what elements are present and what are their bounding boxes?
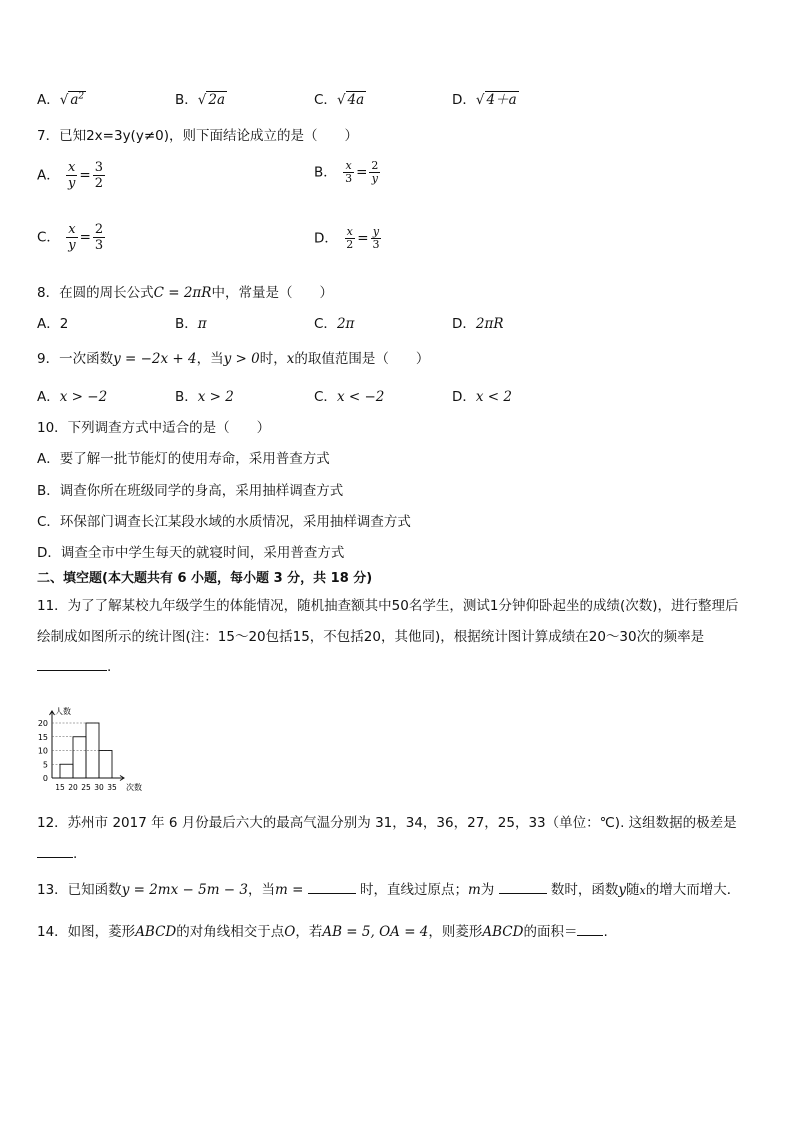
bar: [60, 764, 73, 778]
q8-option-a: A．2: [37, 316, 69, 332]
q10-option-d: D．调查全市中学生每天的就寝时间，采用普查方式: [37, 545, 345, 561]
sqrt-symbol: √ $a^2$: [59, 91, 85, 108]
q9-option-a: A．x > −2: [37, 389, 108, 405]
q9-option-c: C．x < −2: [314, 389, 385, 405]
q6-option-c: C．√ 4a: [314, 92, 365, 108]
answer-blank[interactable]: [308, 879, 356, 894]
q6-option-d: D．√ 4＋a: [452, 92, 517, 108]
answer-blank[interactable]: [577, 921, 603, 936]
q8-option-c: C．2π: [314, 316, 355, 332]
q7-stem: 7．已知2x=3y(y≠0)，则下面结论成立的是（ ）: [37, 128, 358, 144]
q8-stem: 8．在圆的周长公式C = 2πR中，常量是（ ）: [37, 285, 333, 301]
q10-option-c: C．环保部门调查长江某段水域的水质情况，采用抽样调查方式: [37, 514, 411, 530]
x-tick-label: 35: [107, 783, 117, 792]
q11-line1: 11．为了了解某校九年级学生的体能情况，随机抽查额其中50名学生，测试1分钟仰卧起坐的成绩(次数)，进行整理后: [37, 598, 739, 614]
x-tick-label: 30: [94, 783, 104, 792]
q12-answer-line: .: [37, 843, 77, 862]
y-axis-label: 人数: [55, 707, 71, 716]
q9-stem: 9．一次函数y = −2x + 4，当y > 0时，x的取值范围是（ ）: [37, 351, 430, 367]
q13-line: 13．已知函数y = 2mx − 5m − 3，当m = 时，直线过原点；m为 数时，函数y随x的增大而增大．: [37, 878, 740, 898]
q8-option-b: B．π: [175, 316, 207, 332]
q12-line1: 12．苏州市 2017 年 6 月份最后六大的最高气温分别为 31，34，36，27，25，33（单位：℃). 这组数据的极差是: [37, 815, 737, 831]
bar: [99, 751, 112, 779]
q10-option-a: A．要了解一批节能灯的使用寿命，采用普查方式: [37, 451, 330, 467]
q6-option-b: B．√ 2a: [175, 92, 226, 108]
q8-option-d: D．2πR: [452, 316, 504, 332]
q7-option-d: D． $\frac{x}{2}$ = $\frac{y}{3}$: [314, 225, 380, 251]
y-tick-label: 20: [37, 719, 48, 728]
q14-line: 14．如图，菱形ABCD的对角线相交于点O，若AB = 5, OA = 4，则菱形ABCD的面积＝ .: [37, 920, 608, 940]
q6-option-a: A．√ $a^2$: [37, 91, 85, 108]
answer-blank[interactable]: [37, 656, 107, 671]
section-title: 二、填空题(本大题共有 6 小题，每小题 3 分，共 18 分): [37, 571, 373, 586]
x-tick-label: 25: [81, 783, 91, 792]
bar: [73, 737, 86, 778]
answer-blank[interactable]: [37, 843, 73, 858]
x-tick-label: 20: [68, 783, 78, 792]
q7-option-a: A． $\frac{x}{y}$ = $\frac{3}{2}$: [37, 160, 103, 191]
q7-option-c: C． $\frac{x}{y}$ = $\frac{2}{3}$: [37, 222, 104, 253]
q10-stem: 10．下列调查方式中适合的是（ ）: [37, 420, 271, 436]
answer-blank[interactable]: [499, 879, 547, 894]
q11-answer-line: .: [37, 656, 111, 675]
x-axis-label: 次数: [126, 783, 142, 792]
q9-option-b: B．x > 2: [175, 389, 234, 405]
q9-option-d: D．x < 2: [452, 389, 513, 405]
y-tick-label: 0: [42, 774, 48, 783]
y-tick-label: 5: [42, 760, 48, 770]
y-tick-label: 10: [37, 746, 48, 756]
q11-line2: 绘制成如图所示的统计图(注：15～20包括15，不包括20，其他同)，根据统计图计算成绩在20～30次的频率是: [37, 629, 705, 645]
histogram-chart: [28, 698, 178, 798]
q10-option-b: B．调查你所在班级同学的身高，采用抽样调查方式: [37, 483, 344, 499]
y-tick-label: 15: [37, 732, 48, 742]
q7-option-b: B． $\frac{x}{3}$ = $\frac{2}{y}$: [314, 159, 379, 185]
x-tick-label: 15: [55, 783, 65, 792]
